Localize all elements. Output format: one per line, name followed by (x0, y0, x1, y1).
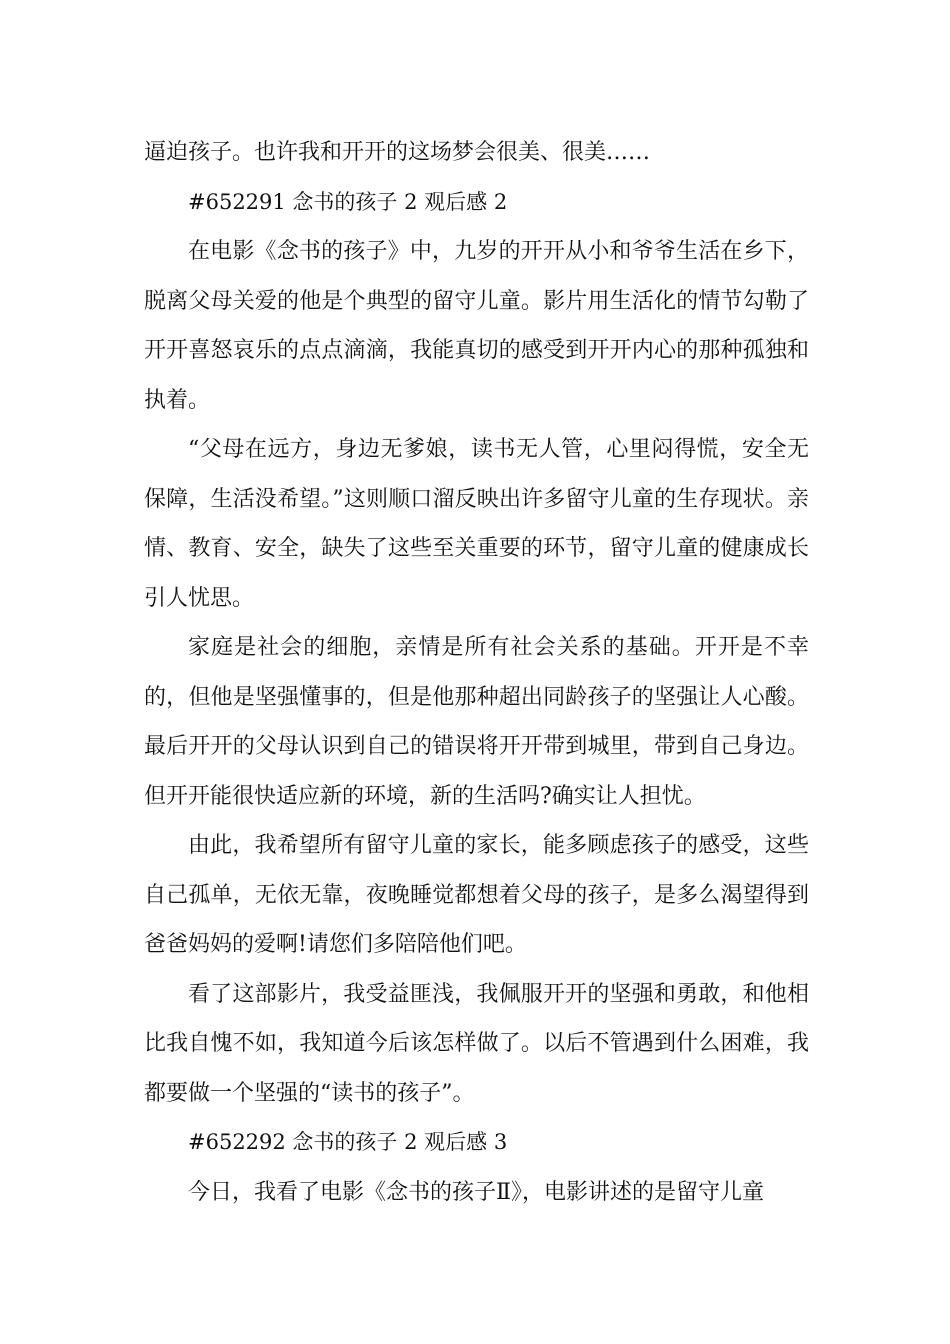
paragraph: 今日，我看了电影《念书的孩子Ⅱ》，电影讲述的是留守儿童 (188, 1179, 764, 1205)
section-heading-3: #652292 念书的孩子 2 观后感 3 (188, 1130, 508, 1154)
paragraph: 家庭是社会的细胞，亲情是所有社会关系的基础。开开是不幸的，但他是坚强懂事的，但是他那种超出同龄孩子的坚强让人心酸。最后开开的父母认识到自己的错误将开开带到城里，带到自己身边。但开开能很快适应新的环境，新的生活吗?确实让人担忧。 (144, 635, 809, 809)
paragraph: “父母在远方，身边无爹娘，读书无人管，心里闷得慌，安全无保障，生活没希望。”这则顺口溜反映出许多留守儿童的生存现状。亲情、教育、安全，缺失了这些至关重要的环节，留守儿童的健康成长引人忧思。 (144, 437, 809, 611)
paragraph: 由此，我希望所有留守儿童的家长，能多顾虑孩子的感受，这些自己孤单，无依无靠，夜晚睡觉都想着父母的孩子，是多么渴望得到爸爸妈妈的爱啊!请您们多陪陪他们吧。 (144, 833, 809, 957)
paragraph: 看了这部影片，我受益匪浅，我佩服开开的坚强和勇敢，和他相比我自愧不如，我知道今后该怎样做了。以后不管遇到什么困难，我都要做一个坚强的“读书的孩子”。 (144, 981, 809, 1106)
section-heading-2: #652291 念书的孩子 2 观后感 2 (188, 189, 508, 214)
document-body (144, 128, 809, 1217)
paragraph-continuation: 逼迫孩子。也许我和开开的这场梦会很美、很美…… (144, 140, 651, 165)
paragraph: 在电影《念书的孩子》中，九岁的开开从小和爷爷生活在乡下，脱离父母关爱的他是个典型的留守儿童。影片用生活化的情节勾勒了开开喜怒哀乐的点点滴滴，我能真切的感受到开开内心的那种孤独和执着。 (144, 239, 809, 413)
